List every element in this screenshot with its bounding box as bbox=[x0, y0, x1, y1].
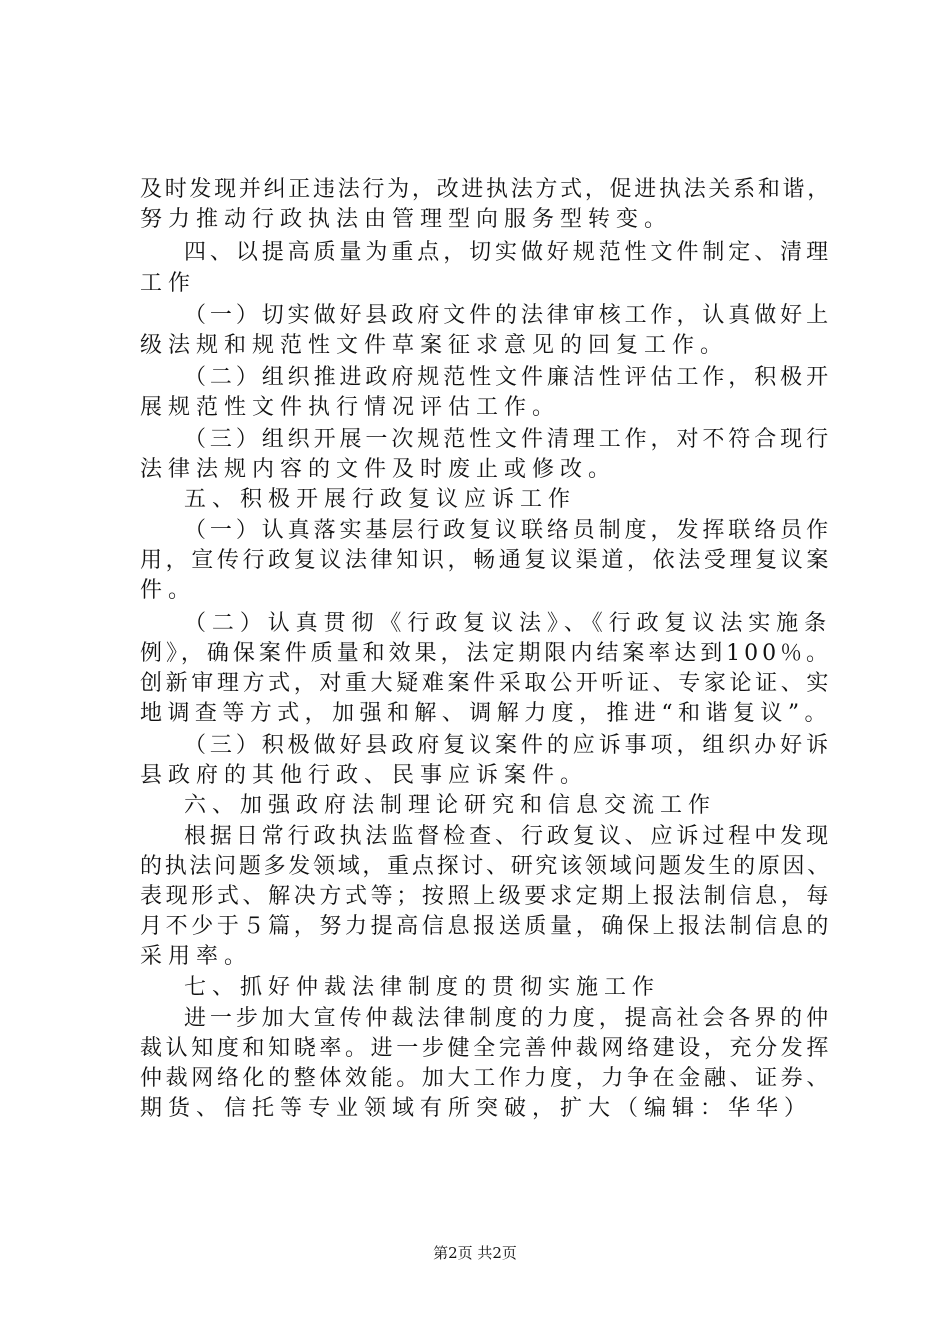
text-line: 级法规和规范性文件草案征求意见的回复工作。 bbox=[140, 333, 729, 358]
text-line: 法律法规内容的文件及时废止或修改。 bbox=[140, 457, 617, 482]
text-line: （三）组织开展一次规范性文件清理工作，对不符合现行 bbox=[184, 427, 832, 452]
text-line: （一）切实做好县政府文件的法律审核工作，认真做好上 bbox=[184, 303, 832, 328]
text-line: 展规范性文件执行情况评估工作。 bbox=[140, 395, 561, 420]
text-line: 期货、信托等专业领域有所突破，扩大（编辑：华华） bbox=[140, 1096, 813, 1121]
section-heading: 五、积极开展行政复议应诉工作 bbox=[184, 487, 577, 512]
section-heading: 六、加强政府法制理论研究和信息交流工作 bbox=[184, 793, 717, 818]
text-line: 努力推动行政执法由管理型向服务型转变。 bbox=[140, 207, 673, 232]
text-line: 裁认知度和知晓率。进一步健全完善仲裁网络建设，充分发挥 bbox=[140, 1036, 832, 1061]
text-line: 表现形式、解决方式等；按照上级要求定期上报法制信息，每 bbox=[140, 884, 832, 909]
text-line: 创新审理方式，对重大疑难案件采取公开听证、专家论证、实 bbox=[140, 671, 832, 696]
text-line: 件。 bbox=[140, 578, 197, 603]
section-heading: 四、以提高质量为重点，切实做好规范性文件制定、清理 bbox=[184, 240, 832, 265]
text-line: 及时发现并纠正违法行为，改进执法方式，促进执法关系和谐， bbox=[140, 177, 832, 202]
text-line: 的执法问题多发领域，重点探讨、研究该领域问题发生的原因、 bbox=[140, 854, 832, 879]
text-line: （三）积极做好县政府复议案件的应诉事项，组织办好诉 bbox=[184, 733, 832, 758]
text-line: 地调查等方式，加强和解、调解力度，推进“和谐复议”。 bbox=[140, 701, 832, 726]
text-line: 用，宣传行政复议法律知识，畅通复议渠道，依法受理复议案 bbox=[140, 548, 832, 573]
text-line: 根据日常行政执法监督检查、行政复议、应诉过程中发现 bbox=[184, 824, 832, 849]
text-line: 采用率。 bbox=[140, 944, 253, 969]
section-heading: 工作 bbox=[140, 271, 197, 296]
section-heading: 七、抓好仲裁法律制度的贯彻实施工作 bbox=[184, 975, 661, 1000]
text-line: 进一步加大宣传仲裁法律制度的力度，提高社会各界的仲 bbox=[184, 1006, 832, 1031]
text-line: （一）认真落实基层行政复议联络员制度，发挥联络员作 bbox=[184, 518, 832, 543]
text-line: （二）组织推进政府规范性文件廉洁性评估工作，积极开 bbox=[184, 365, 832, 390]
text-line: 县政府的其他行政、民事应诉案件。 bbox=[140, 763, 589, 788]
text-line: 月不少于５篇，努力提高信息报送质量，确保上报法制信息的 bbox=[140, 914, 832, 939]
text-line: （二）认真贯彻《行政复议法》、《行政复议法实施条 bbox=[184, 611, 832, 636]
text-line: 例》，确保案件质量和效果，法定期限内结案率达到100％。 bbox=[140, 641, 832, 666]
text-line: 仲裁网络化的整体效能。加大工作力度，力争在金融、证券、 bbox=[140, 1066, 832, 1091]
page-footer: 第2页 共2页 bbox=[433, 1244, 517, 1262]
